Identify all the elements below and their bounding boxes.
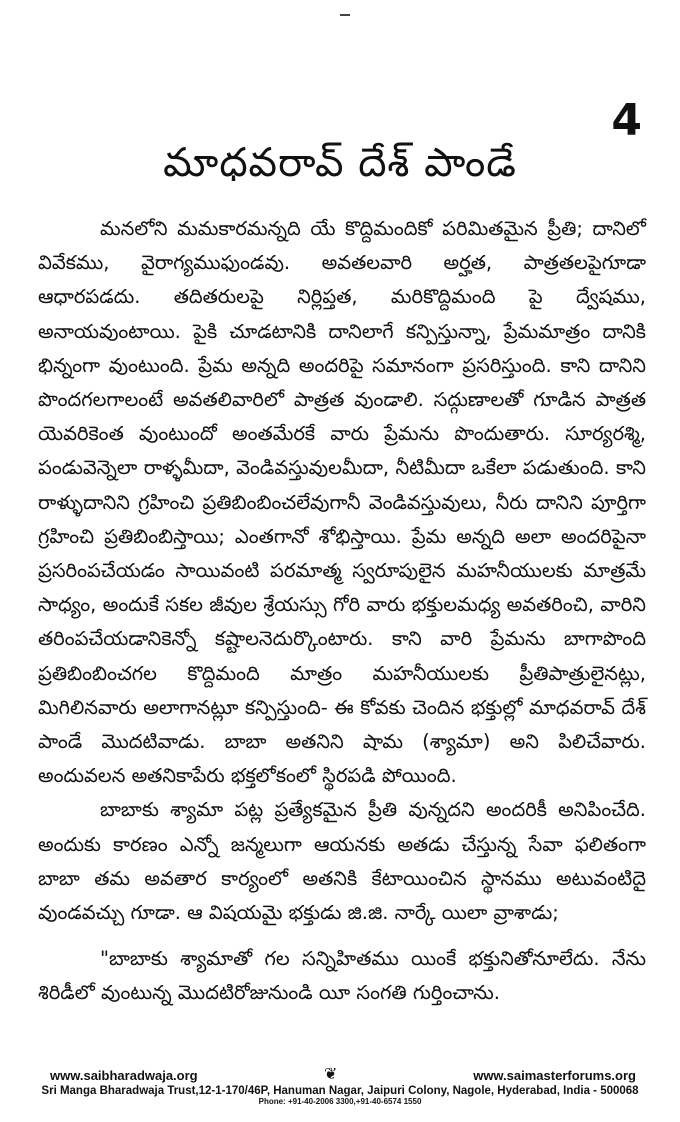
paragraph-2: బాబాకు శ్యామా పట్ల ప్రత్యేకమైన ప్రీతి వున్నదని అందరికీ అనిపించేది. అందుకు కారణం ఎన్నో జన్మలుగా ఆయనకు అతడు చేస్తున్న సేవా ఫలితంగా బాబా తమ అవతార కార్యంలో అతనికి కేటాయించిన స్థానము అటువంటిదై వుండవచ్చు గూడా. ఆ విషయమై భక్తుడు జి.జి. నార్కే యిలా వ్రాశాడు;	[38, 798, 646, 925]
page-footer	[0, 1068, 680, 1106]
trust-phone: Phone: +91-40-2006 3300,+91-40-6574 1550	[258, 1097, 422, 1106]
footer-link-saimasterforums[interactable]: www.saimasterforums.org	[473, 1068, 636, 1083]
trust-address: Sri Manga Bharadwaja Trust,12-1-170/46P, Hanuman Nagar, Jaipuri Colony, Nagole, Hyderabad, India - 500068	[41, 1085, 639, 1097]
body-text	[38, 212, 646, 1011]
chapter-title: మాధవరావ్ దేశ్ పాండే	[163, 140, 517, 186]
footer-link-saibharadwaja[interactable]: www.saibharadwaja.org	[50, 1068, 198, 1083]
emblem-icon: ❦	[324, 1066, 338, 1083]
paragraph-1: మనలోని మమకారమన్నది యే కొద్దిమందికో పరిమితమైన ప్రీతి; దానిలో వివేకము, వైరాగ్యముఫుండవు. అవతలవారి అర్హత, పాత్రతలపైగూడా ఆధారపడదు. తదితరులపై నిర్లిప్తత, మరికొద్దిమంది పై ద్వేషము, అనాయవుంటాయి. పైకి చూడటానికి దానిలాగే కన్పిస్తున్నా, ప్రేమమాత్రం దానికి భిన్నంగా వుంటుంది. ప్రేమ అన్నది అందరిపై సమానంగా ప్రసరిస్తుంది. కాని దానిని పొందగలగాలంటే అవతలివారిలో పాత్రత వుండాలి. సద్గుణాలతో గూడిన పాత్రత యెవరికెంత వుంటుందో అంతమేరకే వారు ప్రేమను పొందుతారు. సూర్యరశ్మి, పండువెన్నెలా రాళ్ళమీదా, వెండివస్తువులమీదా, నీటిమీదా ఒకేలా పడుతుంది. కాని రాళ్ళుదానిని గ్రహించి ప్రతిబింబించలేవుగానీ వెండివస్తువులు, నీరు దానిని పూర్తిగా గ్రహించి ప్రతిబింబిస్తాయి; ఎంతగానో శోభిస్తాయి. ప్రేమ అన్నది అలా అందరిపైనా ప్రసరింపచేయడం సాయివంటి పరమాత్మ స్వరూపులైన మహనీయులకు మాత్రమే సాధ్యం, అందుకే సకల జీవుల శ్రేయస్సు గోరి వారు భక్తులమధ్య అవతరించి, వారిని తరింపచేయడానికెన్నో కష్టాలనెదుర్కొంటారు. కాని వారి ప్రేమను బాగాపొంది ప్రతిబింబించగల కొద్దిమంది మాత్రం మహనీయులకు ప్రీతిపాత్రులైనట్లు, మిగిలినవారు అలాగానట్లూ కన్పిస్తుంది- ఈ కోవకు చెందిన భక్తుల్లో మాధవరావ్ దేశ్ పాండే మొదటివాడు. బాబా అతనిని షామ (శ్యామా) అని పిలిచేవారు. అందువలన అతనికాపేరు భక్తలోకంలో స్థిరపడి పోయింది.	[38, 217, 646, 788]
scan-mark	[340, 14, 350, 16]
paragraph-3-quote: "బాబాకు శ్యామాతో గల సన్నిహితము యింకే భక్తునితోనూలేదు. నేను శిరిడీలో వుంటున్న మొదటిరోజునుండి యీ సంగతి గుర్తించాను.	[38, 947, 646, 1005]
chapter-number: 4	[611, 95, 642, 146]
